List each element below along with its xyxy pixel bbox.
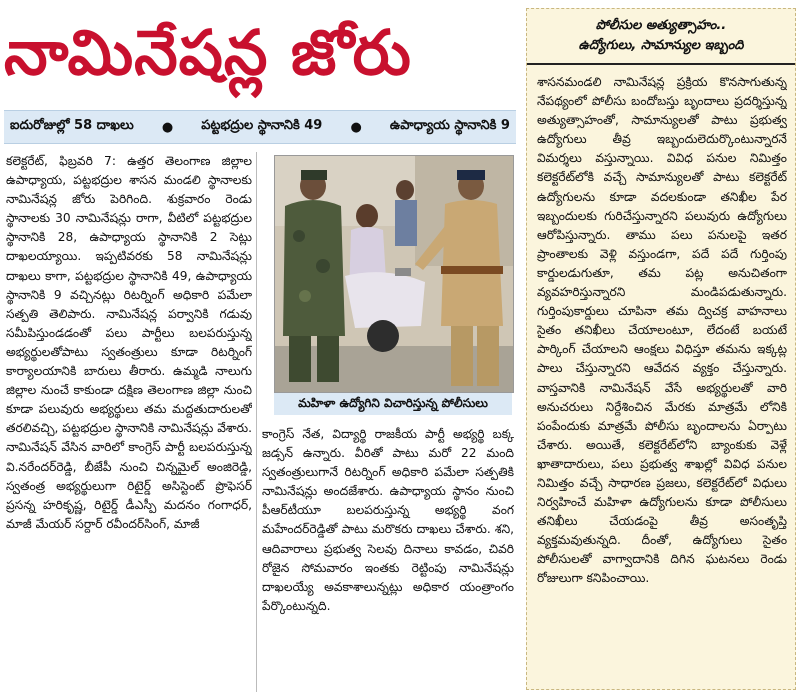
sidebar-story [526,8,796,690]
bullet-icon: ● [350,119,362,135]
news-photo [274,155,514,393]
story-column-2 [262,425,514,693]
summary-strip [4,110,516,144]
summary-item-teachers: ఉపాధ్యాయ స్థానానికి 9 [389,118,510,133]
summary-item-total: ఐదురోజుల్లో 58 దాఖలు [10,118,134,133]
story-text-2: కాంగ్రెస్ నేత, విద్యార్థి రాజకీయ పార్టీ అభ్యర్థి బక్క జడ్సన్ ఉన్నారు. వీరితో పాటు మరో 22 మంది స్వతంత్రులుగానే రిటర్నింగ్ అధికారి పమేలా సత్పతికి నామినేషన్లు అందజేశారు. ఉపాధ్యాయ స్థానం నుంచి పీఆర్‌టీయూ బలపరుస్తున్న అభ్యర్థి వంగ మహేందర్‌రెడ్డితో పాటు మరొకరు దాఖలు చేశారు. శని, ఆదివారాలు ప్రభుత్వ సెలవు దినాలు కావడం, చివరి రోజైన సోమవారం ఇంతకు రెట్టింపు నామినేషన్లు దాఖలయ్యే అవకాశాలున్నట్లు అధికార యంత్రాంగం పేర్కొంటున్నది. [262,427,514,613]
sidebar-title-line-1: పోలీసుల అత్యుత్సాహం.. [595,18,727,33]
summary-item-graduates: పట్టభద్రుల స్థానానికి 49 [201,118,323,133]
sidebar-heading [527,9,795,65]
headline: నామినేషన్ల జోరు [4,16,412,89]
police-checking-photo [275,156,513,392]
photo-caption: మహిళా ఉద్యోగిని విచారిస్తున్న పోలీసులు [274,393,512,415]
sidebar-column [537,73,787,685]
column-divider [256,152,257,692]
story-column-1 [6,152,252,692]
story-text-1: కలెక్టరేట్, ఫిబ్రవరి 7: ఉత్తర తెలంగాణ జిల్లాల ఉపాధ్యాయ, పట్టభద్రుల శాసన మండలి స్థానాలకు నామినేషన్ల జోరు పెరిగింది. శుక్రవారం రెండు స్థానాలకు 30 నామినేషన్లు రాగా, వీటిలో పట్టభద్రుల స్థానానికి 28, ఉపాధ్యాయ స్థానానికి 2 సెట్లు దాఖలయ్యాయి. ఇప్పటివరకు 58 నామినేషన్లు దాఖలు కాగా, పట్టభద్రుల స్థానానికి 49, ఉపాధ్యాయ స్థానానికి 9 వచ్చినట్లు రిటర్నింగ్ అధికారి పమేలా సత్పతి తెలిపారు. నామినేషన్ల పర్వానికి గడువు సమీపిస్తుండడంతో పలు పార్టీలు బలపరుస్తున్న అభ్యర్థులతోపాటు స్వతంత్రులు కూడా రిటర్నింగ్ కార్యాలయానికి బారులు తీరారు. ఉమ్మడి నాలుగు జిల్లాల నుంచే కాకుండా దక్షిణ తెలంగాణ జిల్లా నుంచి కూడా పలువురు అభ్యర్థులు తమ మద్దతుదారులతో తరలివచ్చి, పట్టభద్రుల స్థానానికి నామినేషన్లు వేశారు. నామినేషన్ వేసిన వారిలో కాంగ్రెస్ పార్టీ బలపరుస్తున్న వి.నరేందర్‌రెడ్డి, బీజేపీ నుంచి చిన్నమైల్ అంజిరెడ్డి, స్వతంత్ర అభ్యర్థులుగా రిటైర్డ్ అసిస్టెంట్ ప్రొఫెసర్ ప్రసన్న హరికృష్ణ, రిటైర్డ్ డీఎస్పీ మదనం గంగాధర్, మాజీ మేయర్ సర్దార్ రవీందర్‌సింగ్, మాజీ [6,154,252,531]
bullet-icon: ● [161,119,174,135]
sidebar-title-line-2: ఉద్యోగులు, సామాన్యుల ఇబ్బంది [578,38,744,53]
sidebar-text: శాసనమండలి నామినేషన్ల ప్రక్రియ కొనసాగుతున్న నేపథ్యంలో పోలీసు బందోబస్తు బృందాలు ప్రదర్శిస్తున్న అత్యుత్సాహంతో, సామాన్యులతో పాటు ప్రభుత్వ ఉద్యోగులు తీవ్ర ఇబ్బందులెదుర్కొంటున్నారనే విమర్శలు వస్తున్నాయి. వివిధ పనుల నిమిత్తం కలెక్టరేట్‌లోకి వచ్చే సామాన్యులతో పాటు కలెక్టరేట్ ఉద్యోగులను కూడా వదలకుండా తనిఖీల పేర ఇబ్బందులకు గురిచేస్తున్నారని పలువురు ఉద్యోగులు ఆరోపిస్తున్నారు. తాము పలు పనులపై ఇతర ప్రాంతాలకు వెళ్లి వస్తుండగా, పదే పదే గుర్తింపు కార్డులడుగుతూ, తమ పట్ల అనుచితంగా వ్యవహరిస్తున్నారని మండిపడుతున్నారు. గుర్తింపుకార్డులు చూపినా తమ ద్విచక్ర వాహనాలు సైతం తనిఖీలు చేయాలంటూ, లేదంటే బయటే పార్కింగ్ చేయాలని ఆంక్షలు విధిస్తూ తమను ఇక్కట్ల పాలు చేస్తున్నారని ఆవేదన వ్యక్తం చేస్తున్నారు. వాస్తవానికి నామినేషన్ వేసే అభ్యర్థులతో వారి అనుచరులు నిర్దేశించిన మేరకు మాత్రమే లోనికి పంపేందుకు మాత్రమే పోలీసు బృందాలను ఏర్పాటు చేశారు. అయితే, కలెక్టరేట్‌లోని బ్యాంకుకు వెళ్లే ఖాతాదారులు, పలు ప్రభుత్వ శాఖల్లో వివిధ పనుల నిమిత్తం వచ్చే సాధారణ ప్రజలు, కలెక్టరేట్‌లో విధులు నిర్వహించే మహిళా ఉద్యోగులను కూడా పోలీసులు తనిఖీలు చేయడంపై తీవ్ర అసంతృప్తి వ్యక్తమవుతున్నది. దీంతో, ఉద్యోగులు సైతం పోలీసులతో వాగ్వాదానికి దిగిన ఘటనలు రెండు రోజులుగా కనిపించాయి. [537,75,787,586]
